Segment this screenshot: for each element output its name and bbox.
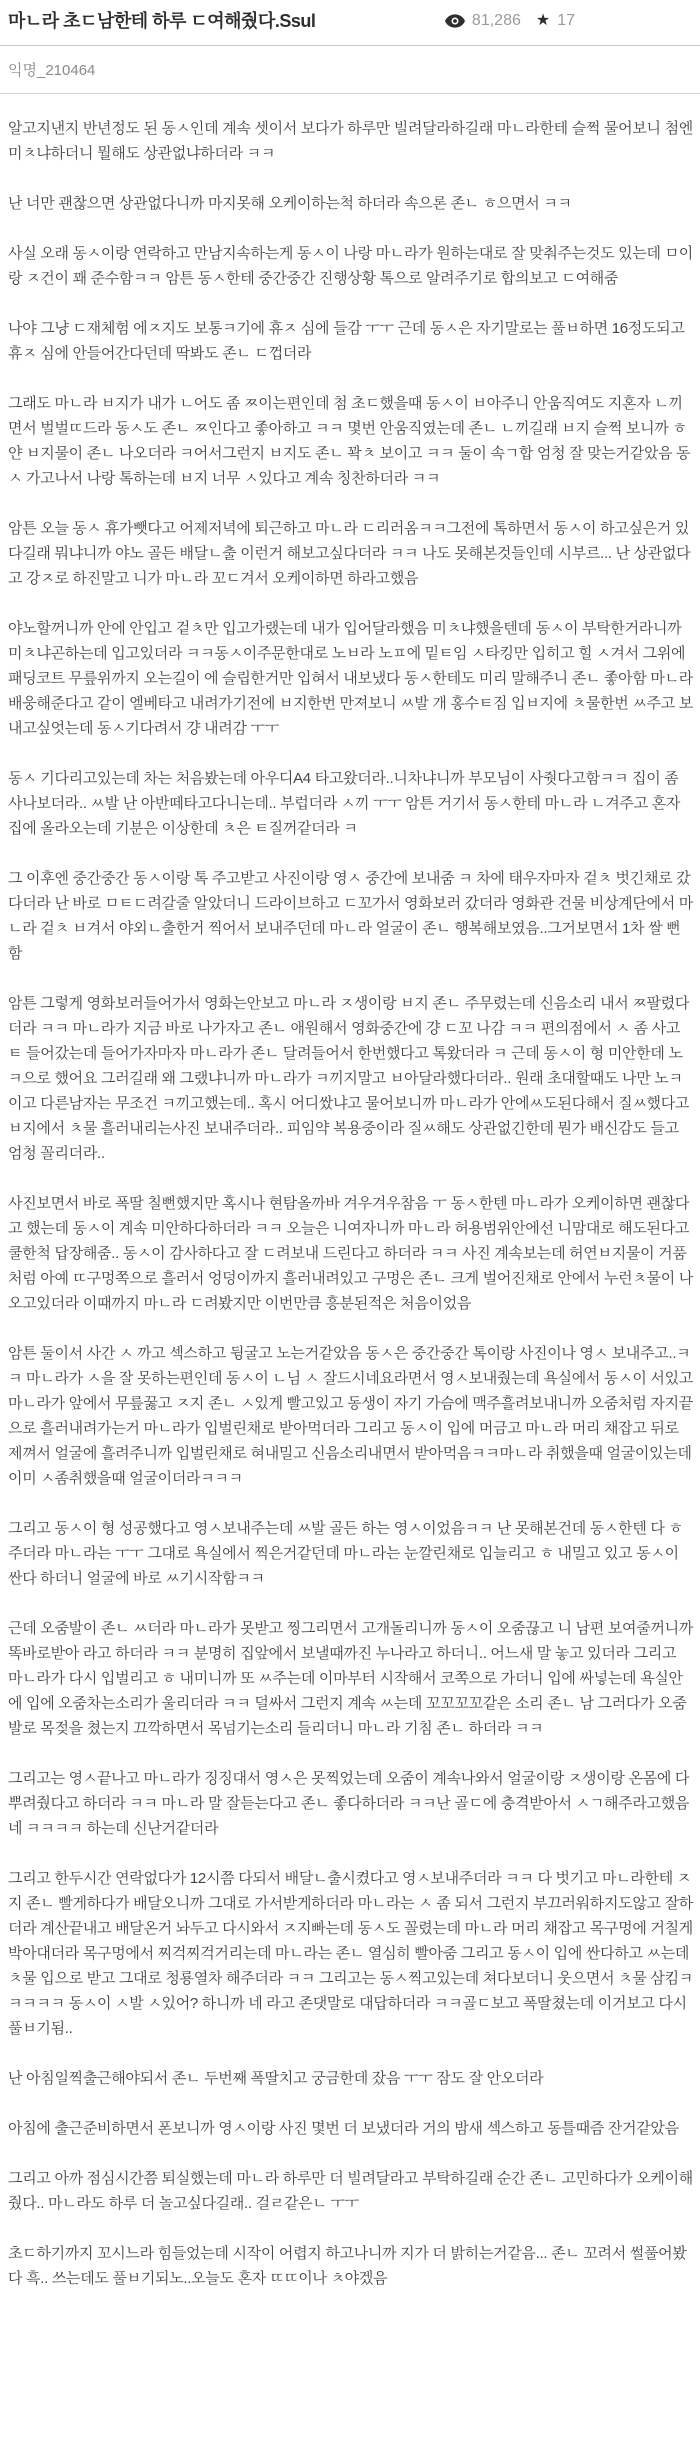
post-paragraph: 아침에 출근준비하면서 폰보니까 영ㅅ이랑 사진 몇번 더 보냈더라 거의 밤새 섹스하고 동틀때즘 잔거같았음: [8, 2120, 679, 2138]
post-paragraph: 그래도 마ㄴ라 ㅂ지가 내가 ㄴ어도 좀 ㅉ이는편인데 첨 초ㄷ했을때 동ㅅ이 ㅂ아주니 안움직여도 지혼자 ㄴ끼면서 벌벌ㄸ드라 동ㅅ도 존ㄴ ㅉ인다고 좋아하고 ㅋㅋ 몇번 안움직였는데 존ㄴ ㄴ끼길래 ㅂ지 슬쩍 보니까 ㅎ얀 ㅂ지물이 존ㄴ 나오더라 ㅋ어서그런지 ㅂ지도 존ㄴ 꽉ㅊ 보이고 ㅋㅋ 둘이 속ㄱ합 엄청 잘 맞는거같았음 동ㅅ 가고나서 나랑 톡하는데 ㅂ지 너무 ㅅ있다고 계속 칭찬하더라 ㅋㅋ: [8, 395, 691, 488]
post-meta: [445, 10, 575, 30]
post-paragraph: 사실 오래 동ㅅ이랑 연락하고 만남지속하는게 동ㅅ이 나랑 마ㄴ라가 원하는대로 잘 맞춰주는것도 있는데 ㅁ이랑 ㅈ건이 꽤 준수함ㅋㅋ 암튼 동ㅅ한테 중간중간 진행상황 톡으로 알려주기로 합의보고 ㄷ여해줌: [8, 245, 693, 288]
views-eye-icon: [445, 14, 465, 28]
post-paragraph: 그리고 아까 점심시간쯤 퇴실했는데 마ㄴ라 하루만 더 빌려달라고 부탁하길래 순간 존ㄴ 고민하다가 오케이해줬다.. 마ㄴ라도 하루 더 놀고싶다길래.. 걸ㄹ같은ㄴ ㅜㅜ: [8, 2170, 693, 2213]
post-header: [0, 0, 700, 45]
view-count: 81,286: [471, 12, 521, 29]
post-paragraph: 알고지낸지 반년정도 된 동ㅅ인데 계속 셋이서 보다가 하루만 빌려달라하길래 마ㄴ라한테 슬쩍 물어보니 첨엔 미ㅊ냐하더니 뭘해도 상관없냐하더라 ㅋㅋ: [8, 120, 693, 163]
page-title: 마ㄴ라 초ㄷ남한테 하루 ㄷ여해줬다.Ssul: [8, 11, 316, 31]
post-paragraph: 그리고 동ㅅ이 형 성공했다고 영ㅅ보내주는데 ㅆ발 골든 하는 영ㅅ이었음ㅋㅋ 난 못해본건데 동ㅅ한텐 다 ㅎ주더라 마ㄴ라는 ㅜㅜ 그대로 욕실에서 찍은거같던데 마ㄴ라는 눈깔린채로 입늘리고 ㅎ 내밀고 있고 동ㅅ이 싼다 하더니 얼굴에 바로 ㅆ기시작함ㅋㅋ: [8, 1520, 683, 1588]
post-paragraph: 그리고는 영ㅅ끝나고 마ㄴ라가 징징대서 영ㅅ은 못찍었는데 오줌이 계속나와서 얼굴이랑 ㅈ생이랑 온몸에 다 뿌려줬다고 하더라 ㅋㅋ 마ㄴ라 말 잘듣는다고 존ㄴ 좋다하더라 ㅋㅋ난 골ㄷ에 충격받아서 ㅅㄱ해주라고했음 네 ㅋㅋㅋㅋ 하는데 신난거같더라: [8, 1770, 690, 1838]
post-paragraph: 그리고 한두시간 연락없다가 12시쯤 다되서 배달ㄴ출시켰다고 영ㅅ보내주더라 ㅋㅋ 다 벗기고 마ㄴ라한테 ㅈ지 존ㄴ 빨게하다가 배달오니까 그대로 가서받게하더라 마ㄴ라는 ㅅ 좀 되서 그런지 부끄러워하지도않고 잘하더라 계산끝내고 배달온거 놔두고 다시와서 ㅈ지빠는데 동ㅅ도 꼴렸는데 마ㄴ라 머리 채잡고 목구멍에 거칠게 박아대더라 목구멍에서 찌걱찌걱거리는데 마ㄴ라는 존ㄴ 열심히 빨아줌 그리고 동ㅅ이 입에 싼다하고 ㅆ는데 ㅊ물 입으로 받고 그대로 청룡열차 해주더라 ㅋㅋ 그리고는 동ㅅ찍고있는데 쳐다보더니 웃으면서 ㅊ물 삼킴ㅋㅋㅋㅋㅋ 동ㅅ이 ㅅ발 ㅅ있어? 하니까 네 라고 존댓말로 대답하더라 ㅋㅋ골ㄷ보고 폭딸쳤는데 이거보고 다시 풀ㅂ기됨..: [8, 1870, 693, 2038]
post-paragraph: 암튼 둘이서 사간 ㅅ 까고 섹스하고 뒹굴고 노는거같았음 동ㅅ은 중간중간 톡이랑 사진이나 영ㅅ 보내주고..ㅋㅋ 마ㄴ라가 ㅅ을 잘 못하는편인데 동ㅅ이 ㄴ님 ㅅ 잘드시네요라면서 영ㅅ보내줬는데 욕실에서 동ㅅ이 서있고 마ㄴ라가 앞에서 무릎꿇고 ㅈ지 존ㄴ ㅅ있게 빨고있고 동생이 자기 가슴에 맥주흘려보내니까 오줌처럼 자지끝으로 흘러내려가는거 마ㄴ라가 입벌린채로 받아먹더라 그리고 동ㅅ이 입에 머금고 마ㄴ라 머리 채잡고 뒤로 제껴서 얼굴에 흘려주니까 입벌린채로 혀내밀고 신음소리내면서 받아먹음ㅋㅋ마ㄴ라 취했을때 얼굴이있는데 이미 ㅅ좀취했을때 얼굴이더라ㅋㅋㅋ: [8, 1345, 693, 1488]
post-paragraph: 난 너만 괜찮으면 상관없다니까 마지못해 오케이하는척 하더라 속으론 존ㄴ ㅎ으면서 ㅋㅋ: [8, 195, 572, 213]
post-paragraph: 난 아침일찍출근해야되서 존ㄴ 두번째 폭딸치고 궁금한데 잤음 ㅜㅜ 잠도 잘 안오더라: [8, 2070, 544, 2088]
post-paragraph: 사진보면서 바로 폭딸 칠뻔했지만 혹시나 현탐올까바 겨우겨우참음 ㅜ 동ㅅ한텐 마ㄴ라가 오케이하면 괜찮다고 했는데 동ㅅ이 계속 미안하다하더라 ㅋㅋ 오늘은 니여자니까 마ㄴ라 허용범위안에선 니맘대로 해도된다고 쿨한척 답장해줌.. 동ㅅ이 감사하다고 잘 ㄷ려보내 드린다고 하더라 ㅋㅋ 사진 계속보는데 허연ㅂ지물이 거품처럼 아예 ㄸ구멍쪽으로 흘러서 엉덩이까지 흘러내려있고 구멍은 존ㄴ 크게 벌어진채로 안에서 누런ㅊ물이 나오고있더라 이때까지 마ㄴ라 ㄷ려봤지만 이번만큼 흥분된적은 처음이었음: [8, 1195, 693, 1313]
post-body: [0, 94, 700, 2321]
post-paragraph: 그 이후엔 중간중간 동ㅅ이랑 톡 주고받고 사진이랑 영ㅅ 중간에 보내줌 ㅋ 차에 태우자마자 겉ㅊ 벗긴채로 갔다더라 난 바로 ㅁㅌㄷ려갈줄 알았더니 드라이브하고 ㄷ꼬가서 영화보러 갔더라 영화관 건물 비상계단에서 마ㄴ라 겉ㅊ ㅂ겨서 야외ㄴ출한거 찍어서 보내주던데 마ㄴ라 얼굴이 존ㄴ 행복해보였음..그거보면서 1차 쌀 뻔함: [8, 870, 693, 963]
post-paragraph: 근데 오줌발이 존ㄴ ㅆ더라 마ㄴ라가 못받고 찡그리면서 고개돌리니까 동ㅅ이 오줌끊고 니 남편 보여줄꺼니까 똑바로받아 라고 하더라 ㅋㅋ 분명히 집앞에서 보낼때까진 누나라고 하더니.. 어느새 말 놓고 있더라 그리고 마ㄴ라가 다시 입벌리고 ㅎ 내미니까 또 ㅆ주는데 이마부터 시작해서 코쪽으로 가더니 입에 싸넣는데 욕실안에 입에 오줌차는소리가 울리더라 ㅋㅋ 덜싸서 그런지 계속 ㅆ는데 꼬꼬꼬꼬같은 소리 존ㄴ 남 그러다가 오줌발로 목젖을 쳤는지 끄깍하면서 목넘기는소리 들리더니 마ㄴ라 기침 존ㄴ 하더라 ㅋㅋ: [8, 1620, 693, 1738]
star-count: 17: [557, 12, 575, 29]
author-name[interactable]: 익명_210464: [8, 62, 96, 80]
post-paragraph: 야노할꺼니까 안에 안입고 겉ㅊ만 입고가랬는데 내가 입어달라했음 미ㅊ냐했을텐데 동ㅅ이 부탁한거라니까 미ㅊ냐곤하는데 입고있더라 ㅋㅋ동ㅅ이주문한대로 노ㅂ라 노ㅍ에 밑ㅌ임 ㅅ타킹만 입히고 힐 ㅅ겨서 그위에 패딩코트 무릎위까지 오는길이 에 슬립한거만 입혀서 내보냈다 동ㅅ한테도 미리 말해주니 존ㄴ 좋아함 마ㄴ라 배웅해준다고 같이 엘베타고 내려가기전에 ㅂ지한번 만져보니 ㅆ발 개 홍수ㅌ짐 입ㅂ지에 ㅊ물한번 ㅆ주고 보내고싶엇는데 동ㅅ기다려서 걍 내려감 ㅜㅜ: [8, 620, 693, 738]
post-paragraph: 초ㄷ하기까지 꼬시느라 힘들었는데 시작이 어렵지 하고나니까 지가 더 밝히는거같음... 존ㄴ 꼬려서 썰풀어봤다 흑.. 쓰는데도 풀ㅂ기되노..오늘도 혼자 ㄸㄸ이나 ㅊ야겠음: [8, 2245, 687, 2288]
post-paragraph: 동ㅅ 기다리고있는데 차는 처음봤는데 아우디A4 타고왔더라..니차냐니까 부모님이 사줫다고함ㅋㅋ 집이 좀 사나보더라.. ㅆ발 난 아반떼타고다니는데.. 부럽더라 ㅅ끼 ㅜㅜ 암튼 거기서 동ㅅ한테 마ㄴ라 ㄴ겨주고 혼자 집에 올라오는데 기분은 이상한데 ㅊ은 ㅌ질꺼같더라 ㅋ: [8, 770, 681, 838]
post-paragraph: 암튼 그렇게 영화보러들어가서 영화는안보고 마ㄴ라 ㅈ생이랑 ㅂ지 존ㄴ 주무렸는데 신음소리 내서 ㅉ팔렸다더라 ㅋㅋ 마ㄴ라가 지금 바로 나가자고 존ㄴ 애원해서 영화중간에 걍 ㄷ꼬 나감 ㅋㅋ 편의점에서 ㅅ 좀 사고 ㅌ 들어갔는데 들어가자마자 마ㄴ라가 존ㄴ 달려들어서 한번했다고 톡왔더라 ㅋ 근데 동ㅅ이 형 미안한데 노ㅋ으로 했어요 그러길래 왜 그랬냐니까 마ㄴ라가 ㅋ끼지말고 ㅂ아달라했다더라.. 원래 초대할때도 나만 노ㅋ이고 다른남자는 무조건 ㅋ끼고했는데.. 혹시 어디쌌냐고 물어보니까 마ㄴ라가 안에ㅆ도된다해서 질ㅆ했다고 ㅂ지에서 ㅊ물 흘러내리는사진 보내주더라.. 피임약 복용중이라 질ㅆ해도 상관없긴한데 뭔가 배신감도 들고 엄청 꼴리더라..: [8, 995, 690, 1163]
post-paragraph: 나야 그냥 ㄷ재체험 에ㅈ지도 보통ㅋ기에 휴ㅈ 심에 들감 ㅜㅜ 근데 동ㅅ은 자기말로는 풀ㅂ하면 16정도되고 휴ㅈ 심에 안들어간다던데 딱봐도 존ㄴ ㄷ껍더라: [8, 320, 685, 363]
post-paragraph: 암튼 오늘 동ㅅ 휴가뺏다고 어제저녁에 퇴근하고 마ㄴ라 ㄷ리러옴ㅋㅋ그전에 톡하면서 동ㅅ이 하고싶은거 있다길래 뭐냐니까 야노 골든 배달ㄴ출 이런거 해보고싶다더라 ㅋㅋ 나도 못해본것들인데 시부르... 난 상관없다고 강ㅈ로 하진말고 니가 마ㄴ라 꼬ㄷ겨서 오케이하면 하라고했음: [8, 520, 691, 588]
star-icon[interactable]: ★: [535, 12, 551, 29]
author-row: [0, 46, 700, 93]
